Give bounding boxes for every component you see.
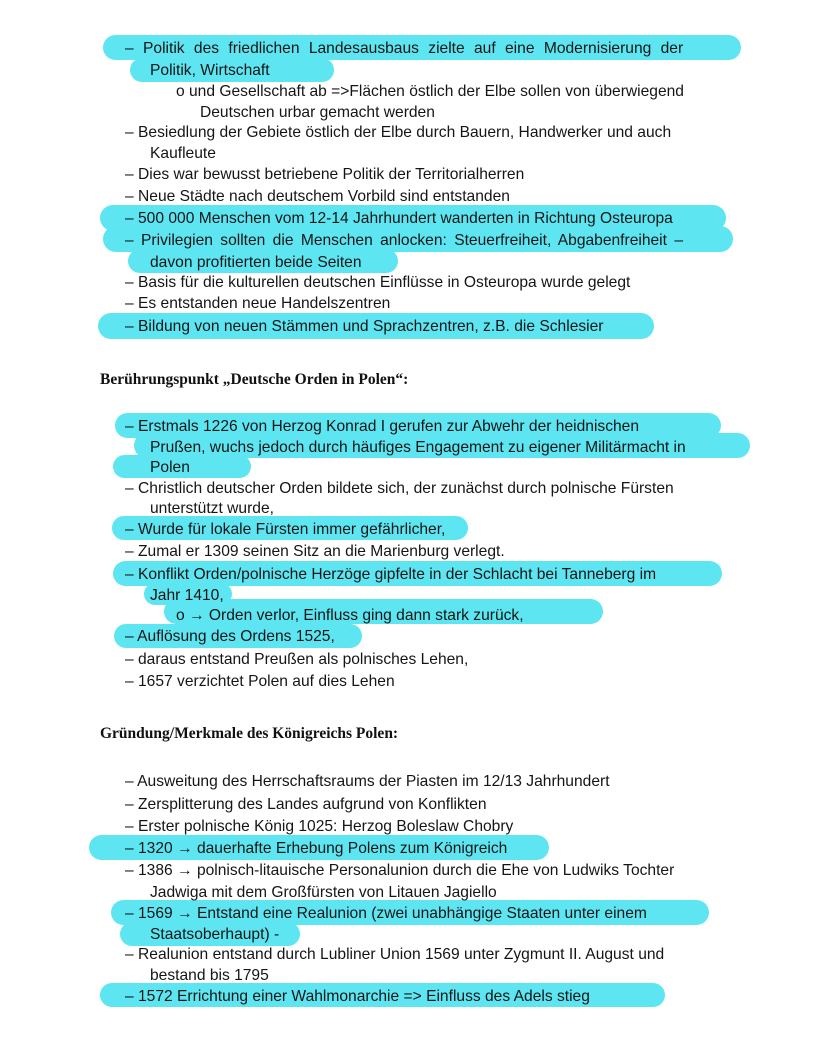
list-item: – Basis für die kulturellen deutschen Einflüsse in Osteuropa wurde gelegt <box>125 274 631 291</box>
section-heading-deutsche-orden: Berührungspunkt „Deutsche Orden in Polen“: <box>100 371 409 388</box>
list-item: – 500 000 Menschen vom 12-14 Jahrhundert wanderten in Richtung Osteuropa <box>125 210 673 227</box>
list-item: – 1657 verzichtet Polen auf dies Lehen <box>125 673 395 690</box>
list-item-continuation: Prußen, wuchs jedoch durch häufiges Engagement zu eigener Militärmacht in <box>150 439 686 456</box>
list-item: – 1572 Errichtung einer Wahlmonarchie => Einfluss des Adels stieg <box>125 988 590 1005</box>
list-item: – 1320 → dauerhafte Erhebung Polens zum Königreich <box>125 840 508 857</box>
list-item: – Auflösung des Ordens 1525, <box>125 628 335 645</box>
list-item: – daraus entstand Preußen als polnisches Lehen, <box>125 651 469 668</box>
list-item: – Es entstanden neue Handelszentren <box>125 295 391 312</box>
sub-list-item: o und Gesellschaft ab =>Flächen östlich der Elbe sollen von überwiegend <box>176 83 684 100</box>
list-item: – 1386 → polnisch-litauische Personalunion durch die Ehe von Ludwiks Tochter <box>125 862 675 879</box>
list-item-continuation: Deutschen urbar gemacht werden <box>200 104 435 121</box>
list-item: – Wurde für lokale Fürsten immer gefährlicher, <box>125 521 446 538</box>
list-item: – Zersplitterung des Landes aufgrund von Konflikten <box>125 796 487 813</box>
list-item: – Privilegien sollten die Menschen anlocken: Steuerfreiheit, Abgabenfreiheit – <box>125 232 683 249</box>
list-item: – Dies war bewusst betriebene Politik der Territorialherren <box>125 166 525 183</box>
list-item-continuation: Kaufleute <box>150 145 216 162</box>
list-item-continuation: unterstützt wurde, <box>150 500 274 517</box>
list-item-continuation: Staatsoberhaupt) - <box>150 926 280 943</box>
list-item: – Zumal er 1309 seinen Sitz an die Marienburg verlegt. <box>125 543 505 560</box>
list-item: – Besiedlung der Gebiete östlich der Elbe durch Bauern, Handwerker und auch <box>125 124 672 141</box>
list-item-continuation: Politik, Wirtschaft <box>150 62 270 79</box>
list-item-continuation: Jadwiga mit dem Großfürsten von Litauen Jagiello <box>150 884 497 901</box>
list-item: – Realunion entstand durch Lubliner Union 1569 unter Zygmunt II. August und <box>125 946 665 963</box>
list-item-continuation: Polen <box>150 459 190 476</box>
list-item: – Erster polnische König 1025: Herzog Boleslaw Chobry <box>125 818 514 835</box>
list-item: – Ausweitung des Herrschaftsraums der Piasten im 12/13 Jahrhundert <box>125 773 610 790</box>
list-item-continuation: Jahr 1410, <box>150 587 224 604</box>
list-item-continuation: bestand bis 1795 <box>150 967 269 984</box>
sub-list-item: o → Orden verlor, Einfluss ging dann stark zurück, <box>176 607 524 624</box>
list-item: – Bildung von neuen Stämmen und Sprachzentren, z.B. die Schlesier <box>125 318 604 335</box>
list-item: – 1569 → Entstand eine Realunion (zwei unabhängige Staaten unter einem <box>125 905 647 922</box>
list-item: – Erstmals 1226 von Herzog Konrad I gerufen zur Abwehr der heidnischen <box>125 418 640 435</box>
list-item-continuation: davon profitierten beide Seiten <box>150 254 362 271</box>
list-item: – Politik des friedlichen Landesausbaus zielte auf eine Modernisierung der <box>125 40 684 57</box>
list-item: – Konflikt Orden/polnische Herzöge gipfelte in der Schlacht bei Tanneberg im <box>125 566 657 583</box>
list-item: – Neue Städte nach deutschem Vorbild sind entstanden <box>125 188 510 205</box>
list-item: – Christlich deutscher Orden bildete sich, der zunächst durch polnische Fürsten <box>125 480 674 497</box>
section-heading-koenigreich-polen: Gründung/Merkmale des Königreichs Polen: <box>100 725 399 742</box>
